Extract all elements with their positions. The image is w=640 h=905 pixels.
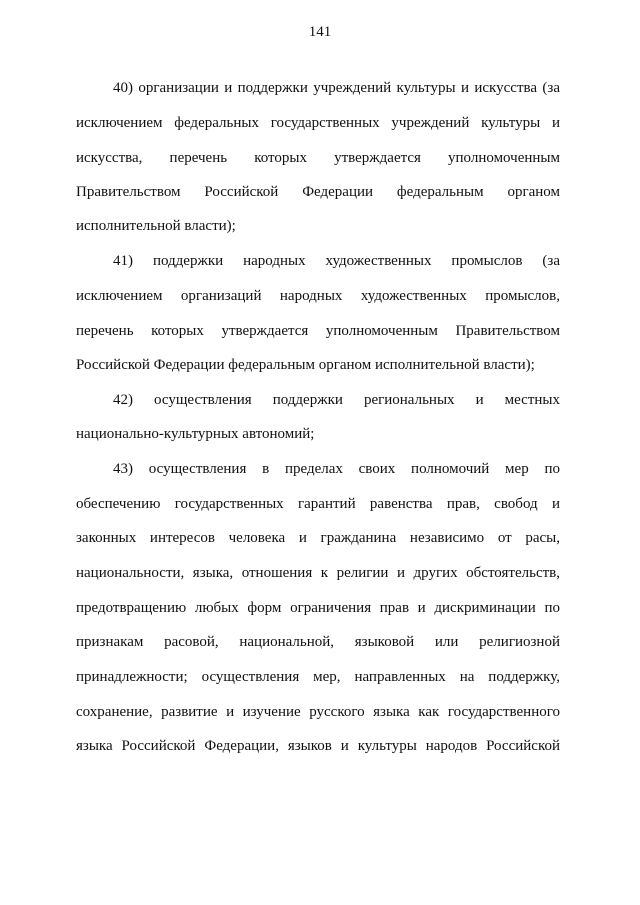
- paragraph-40-line-5: исполнительной власти);: [76, 218, 236, 234]
- paragraph-43-line-3: законных интересов человека и гражданина независимо от расы,: [76, 530, 560, 546]
- paragraph-43-line-4: национальности, языка, отношения к религии и других обстоятельств,: [76, 565, 560, 581]
- paragraph-40-line-1: 40) организации и поддержки учреждений культуры и искусства (за: [113, 80, 560, 96]
- paragraph-43-line-6: признакам расовой, национальной, языковой или религиозной: [76, 634, 560, 650]
- paragraph-43-line-1: 43) осуществления в пределах своих полномочий мер по: [113, 461, 560, 477]
- paragraph-41-line-3: перечень которых утверждается уполномоченным Правительством: [76, 323, 560, 339]
- paragraph-41-line-2: исключением организаций народных художественных промыслов,: [76, 288, 560, 304]
- paragraph-41-line-4: Российской Федерации федеральным органом исполнительной власти);: [76, 357, 535, 373]
- paragraph-41-line-1: 41) поддержки народных художественных промыслов (за: [113, 253, 560, 269]
- paragraph-40-line-4: Правительством Российской Федерации федеральным органом: [76, 184, 560, 200]
- paragraph-43-line-8: сохранение, развитие и изучение русского языка как государственного: [76, 704, 560, 720]
- paragraph-43-line-5: предотвращению любых форм ограничения прав и дискриминации по: [76, 600, 560, 616]
- paragraph-40-line-2: исключением федеральных государственных учреждений культуры и: [76, 115, 560, 131]
- paragraph-43-line-2: обеспечению государственных гарантий равенства прав, свобод и: [76, 496, 560, 512]
- paragraph-43-line-9: языка Российской Федерации, языков и культуры народов Российской: [76, 738, 560, 754]
- paragraph-42-line-1: 42) осуществления поддержки региональных и местных: [113, 392, 560, 408]
- paragraph-42-line-2: национально-культурных автономий;: [76, 426, 315, 442]
- paragraph-40-line-3: искусства, перечень которых утверждается уполномоченным: [76, 150, 560, 166]
- paragraph-43-line-7: принадлежности; осуществления мер, направленных на поддержку,: [76, 669, 560, 685]
- page-number: 141: [308, 24, 332, 40]
